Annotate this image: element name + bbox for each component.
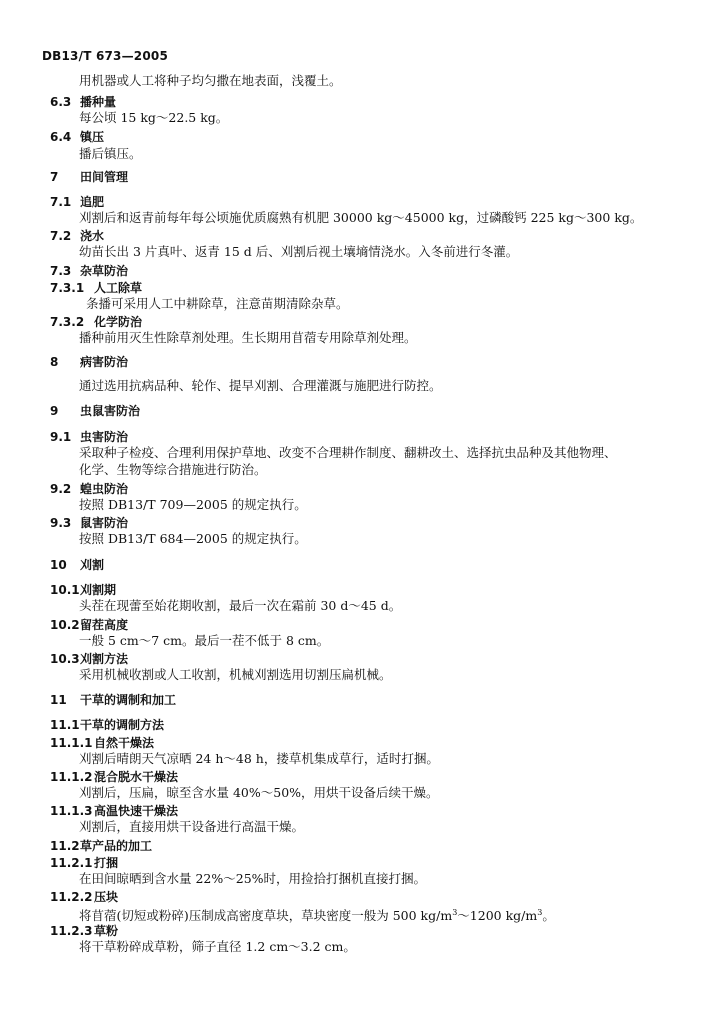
body-text: 条播可采用人工中耕除草，注意苗期清除杂草。 bbox=[86, 296, 349, 311]
section-number: 7.3 bbox=[50, 264, 72, 278]
section-number: 10.2 bbox=[50, 618, 80, 632]
section-heading bbox=[50, 194, 104, 210]
body-text: 在田间晾晒到含水量 22%～25%时，用捡拾打捆机直接打捆。 bbox=[79, 871, 427, 886]
section-heading bbox=[50, 429, 128, 445]
section-heading bbox=[50, 314, 142, 330]
section-heading bbox=[50, 228, 104, 244]
section-number: 8 bbox=[50, 355, 59, 369]
section-heading bbox=[50, 94, 116, 110]
body-text: 采取种子检疫、合理利用保护草地、改变不合理耕作制度、翻耕改土、选择抗虫品种及其他物理、 bbox=[79, 445, 617, 460]
section-heading bbox=[50, 354, 128, 370]
section-number: 11.2.3 bbox=[50, 924, 93, 938]
section-heading bbox=[50, 923, 118, 939]
body-text: 一般 5 cm～7 cm。最后一茬不低于 8 cm。 bbox=[79, 633, 330, 648]
section-number: 9.2 bbox=[50, 482, 72, 496]
body-text: 采用机械收割或人工收割，机械刈割选用切割压扁机械。 bbox=[79, 667, 392, 682]
body-text: 播种前用灭生性除草剂处理。生长期用苜蓿专用除草剂处理。 bbox=[79, 330, 417, 345]
section-heading bbox=[50, 403, 140, 419]
section-heading bbox=[50, 803, 178, 819]
section-heading bbox=[50, 769, 178, 785]
section-number: 7.3.1 bbox=[50, 281, 85, 295]
body-text: 刈割后和返青前每年每公顷施优质腐熟有机肥 30000 kg～45000 kg，过磷酸钙 225 kg～300 kg。 bbox=[79, 210, 643, 225]
superscript: 3 bbox=[537, 908, 543, 917]
section-heading bbox=[50, 582, 116, 598]
body-text: 每公顷 15 kg～22.5 kg。 bbox=[79, 110, 229, 125]
section-number: 11 bbox=[50, 693, 67, 707]
text-segment: 将苜蓿(切短或粉碎)压制成高密度草块，草块密度一般为 500 kg/m bbox=[79, 908, 453, 923]
section-heading bbox=[50, 855, 118, 871]
body-text: 用机器或人工将种子均匀撒在地表面，浅覆土。 bbox=[79, 73, 342, 88]
section-title: 自然干燥法 bbox=[94, 736, 155, 750]
section-number: 11.1 bbox=[50, 718, 80, 732]
section-number: 6.3 bbox=[50, 95, 72, 109]
section-title: 留茬高度 bbox=[80, 618, 129, 632]
section-number: 10.1 bbox=[50, 583, 80, 597]
section-number: 7.3.2 bbox=[50, 315, 85, 329]
section-heading bbox=[50, 515, 128, 531]
section-heading bbox=[50, 838, 152, 854]
section-title: 人工除草 bbox=[94, 281, 143, 295]
section-title: 虫鼠害防治 bbox=[80, 404, 141, 418]
section-title: 打捆 bbox=[94, 856, 119, 870]
section-heading bbox=[50, 280, 142, 296]
section-heading bbox=[50, 651, 128, 667]
section-title: 鼠害防治 bbox=[80, 516, 129, 530]
section-number: 11.2 bbox=[50, 839, 80, 853]
section-title: 浇水 bbox=[80, 229, 105, 243]
section-title: 追肥 bbox=[80, 195, 105, 209]
section-number: 11.2.2 bbox=[50, 890, 93, 904]
section-number: 9 bbox=[50, 404, 59, 418]
section-heading bbox=[50, 717, 164, 733]
section-title: 镇压 bbox=[80, 130, 105, 144]
section-title: 杂草防治 bbox=[80, 264, 129, 278]
text-segment: 。 bbox=[542, 908, 555, 923]
section-title: 草产品的加工 bbox=[80, 839, 153, 853]
body-text: 头茬在现蕾至始花期收割，最后一次在霜前 30 d～45 d。 bbox=[79, 598, 402, 613]
section-heading bbox=[50, 889, 118, 905]
body-text bbox=[79, 905, 555, 924]
body-text: 将干草粉碎成草粉，筛子直径 1.2 cm～3.2 cm。 bbox=[79, 939, 356, 954]
text-segment: ～1200 kg/m bbox=[457, 908, 538, 923]
section-title: 高温快速干燥法 bbox=[94, 804, 179, 818]
section-number: 10.3 bbox=[50, 652, 80, 666]
section-number: 11.1.1 bbox=[50, 736, 93, 750]
section-title: 播种量 bbox=[80, 95, 117, 109]
standard-code-header: DB13/T 673—2005 bbox=[42, 49, 168, 63]
section-heading bbox=[50, 263, 128, 279]
section-title: 干草的调制方法 bbox=[80, 718, 165, 732]
section-heading bbox=[50, 557, 104, 573]
section-heading bbox=[50, 735, 154, 751]
section-title: 蝗虫防治 bbox=[80, 482, 129, 496]
section-number: 6.4 bbox=[50, 130, 72, 144]
body-text: 按照 DB13/T 684—2005 的规定执行。 bbox=[79, 531, 307, 546]
section-number: 7.1 bbox=[50, 195, 72, 209]
section-title: 虫害防治 bbox=[80, 430, 129, 444]
body-text: 按照 DB13/T 709—2005 的规定执行。 bbox=[79, 497, 307, 512]
section-heading bbox=[50, 692, 176, 708]
section-heading bbox=[50, 129, 104, 145]
body-text: 幼苗长出 3 片真叶、返青 15 d 后、刈割后视土壤墒情浇水。入冬前进行冬灌。 bbox=[79, 244, 519, 259]
section-heading bbox=[50, 481, 128, 497]
section-number: 9.3 bbox=[50, 516, 72, 530]
section-title: 刈割期 bbox=[80, 583, 117, 597]
section-title: 化学防治 bbox=[94, 315, 143, 329]
body-text: 刈割后，直接用烘干设备进行高温干燥。 bbox=[79, 819, 305, 834]
section-title: 压块 bbox=[94, 890, 119, 904]
section-number: 7.2 bbox=[50, 229, 72, 243]
section-heading bbox=[50, 617, 128, 633]
section-title: 田间管理 bbox=[80, 170, 129, 184]
section-heading bbox=[50, 169, 128, 185]
section-title: 刈割 bbox=[80, 558, 105, 572]
section-title: 草粉 bbox=[94, 924, 119, 938]
section-number: 10 bbox=[50, 558, 67, 572]
section-number: 11.1.3 bbox=[50, 804, 93, 818]
body-text: 刈割后晴朗天气凉晒 24 h～48 h，搂草机集成草行，适时打捆。 bbox=[79, 751, 439, 766]
body-text: 播后镇压。 bbox=[79, 146, 142, 161]
body-text: 刈割后，压扁，晾至含水量 40%～50%，用烘干设备后续干燥。 bbox=[79, 785, 439, 800]
section-title: 干草的调制和加工 bbox=[80, 693, 177, 707]
section-number: 9.1 bbox=[50, 430, 72, 444]
section-number: 7 bbox=[50, 170, 59, 184]
section-title: 病害防治 bbox=[80, 355, 129, 369]
body-text: 化学、生物等综合措施进行防治。 bbox=[79, 462, 267, 477]
section-number: 11.1.2 bbox=[50, 770, 93, 784]
superscript: 3 bbox=[452, 908, 458, 917]
section-title: 混合脱水干燥法 bbox=[94, 770, 179, 784]
section-number: 11.2.1 bbox=[50, 856, 93, 870]
section-title: 刈割方法 bbox=[80, 652, 129, 666]
body-text: 通过选用抗病品种、轮作、提早刈割、合理灌溉与施肥进行防控。 bbox=[79, 378, 442, 393]
